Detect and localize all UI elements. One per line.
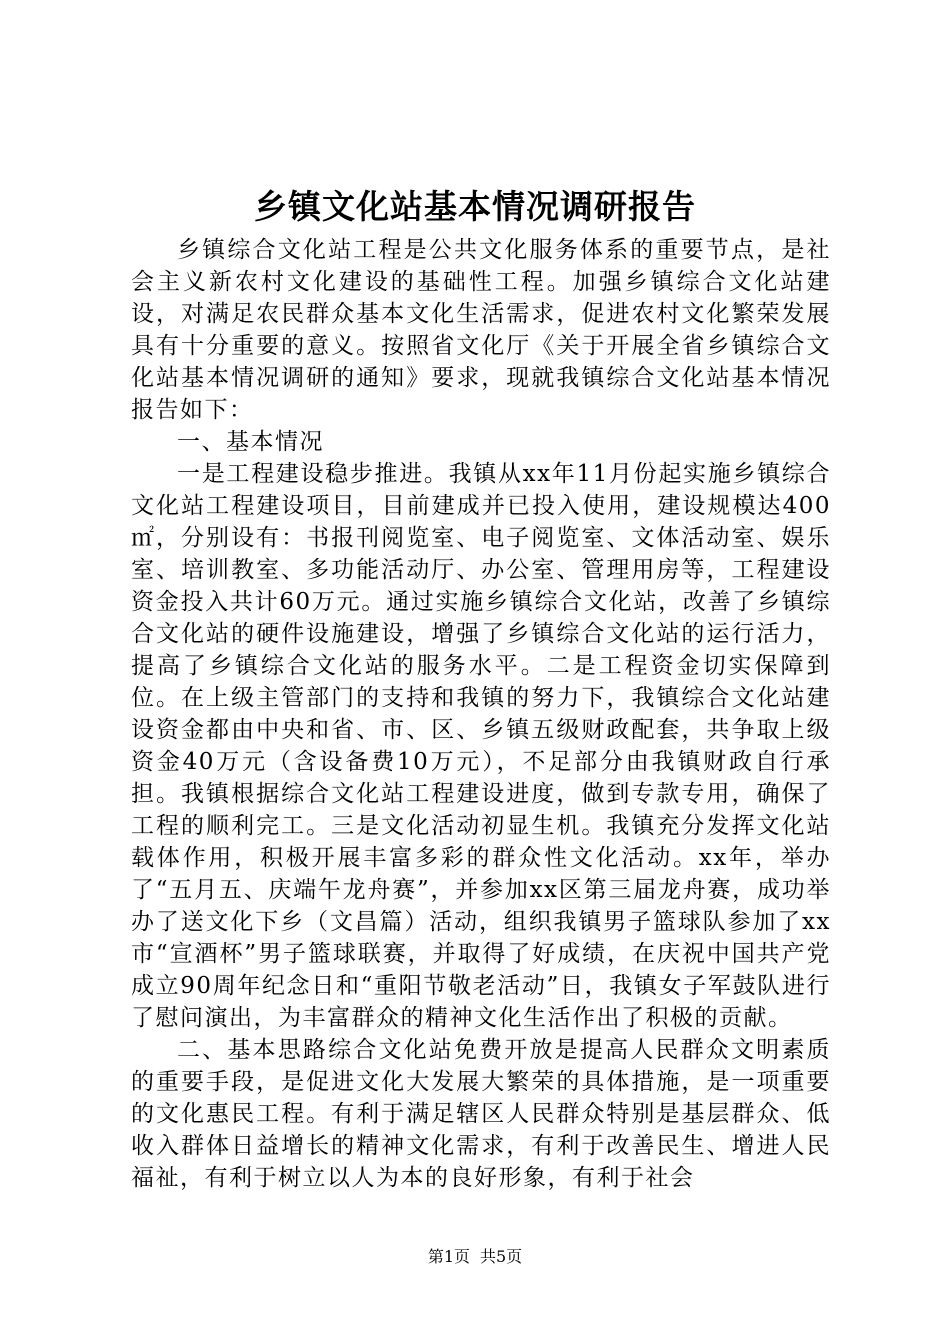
page-footer	[0, 1246, 950, 1268]
document-title: 乡镇文化站基本情况调研报告	[254, 187, 696, 226]
paragraph-basic-approach: 二、基本思路综合文化站免费开放是提高人民群众文明素质的重要手段，是促进文化大发展大繁荣的具体措施，是一项重要的文化惠民工程。有利于满足辖区人民群众特别是基层群众、低收入群体日益增长的精神文化需求，有利于改善民生、增进人民福祉，有利于树立以人为本的良好形象，有利于社会	[131, 1037, 831, 1191]
section-heading-basic-situation: 一、基本情况	[177, 429, 324, 455]
paragraph-intro: 乡镇综合文化站工程是公共文化服务体系的重要节点，是社会主义新农村文化建设的基础性工程。加强乡镇综合文化站建设，对满足农民群众基本文化生活需求，促进农村文化繁荣发展具有十分重要的意义。按照省文化厅《关于开展全省乡镇综合文化站基本情况调研的通知》要求，现就我镇综合文化站基本情况报告如下：	[131, 237, 831, 423]
page-total: 共5页	[480, 1247, 523, 1266]
document-body	[131, 234, 831, 1194]
page-number: 第1页	[427, 1247, 470, 1266]
paragraph-basic-situation: 一是工程建设稳步推进。我镇从xx年11月份起实施乡镇综合文化站工程建设项目，目前建成并已投入使用，建设规模达400㎡，分别设有：书报刊阅览室、电子阅览室、文体活动室、娱乐室、培训教室、多功能活动厅、办公室、管理用房等，工程建设资金投入共计60万元。通过实施乡镇综合文化站，改善了乡镇综合文化站的硬件设施建设，增强了乡镇综合文化站的运行活力，提高了乡镇综合文化站的服务水平。二是工程资金切实保障到位。在上级主管部门的支持和我镇的努力下，我镇综合文化站建设资金都由中央和省、市、区、乡镇五级财政配套，共争取上级资金40万元（含设备费10万元），不足部分由我镇财政自行承担。我镇根据综合文化站工程建设进度，做到专款专用，确保了工程的顺利完工。三是文化活动初显生机。我镇充分发挥文化站载体作用，积极开展丰富多彩的群众性文化活动。xx年，举办了“五月五、庆端午龙舟赛”，并参加xx区第三届龙舟赛，成功举办了送文化下乡（文昌篇）活动，组织我镇男子篮球队参加了xx市“宣酒杯”男子篮球联赛，并取得了好成绩，在庆祝中国共产党成立90周年纪念日和“重阳节敬老活动”日，我镇女子军鼓队进行了慰问演出，为丰富群众的精神文化生活作出了积极的贡献。	[131, 461, 831, 1031]
